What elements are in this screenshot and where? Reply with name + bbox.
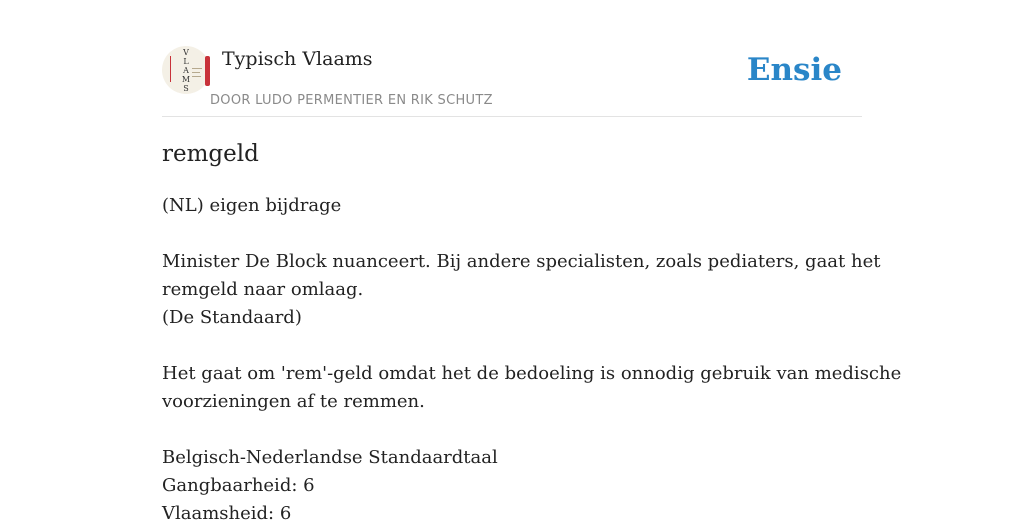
site-header (162, 46, 862, 117)
entry-definition: (NL) eigen bijdrage (162, 195, 342, 216)
entry-vlaamsheid: Vlaamsheid: 6 (162, 503, 292, 524)
avatar-decoration (192, 76, 201, 77)
avatar-decoration (192, 68, 202, 69)
ensie-logo-link[interactable]: Ensie (746, 52, 842, 88)
avatar-logo-letters: V L A M S (181, 48, 191, 93)
paragraph-spacer (162, 416, 862, 444)
entry-explanation-line: voorzieningen af te remmen. (162, 391, 425, 412)
author-avatar[interactable] (162, 46, 210, 94)
paragraph-spacer (162, 332, 862, 360)
author-byline: DOOR LUDO PERMENTIER EN RIK SCHUTZ (210, 93, 493, 108)
entry-content (162, 192, 902, 528)
avatar-decoration (170, 56, 171, 82)
entry-gangbaarheid: Gangbaarheid: 6 (162, 475, 315, 496)
entry-example-line: Minister De Block nuanceert. Bij andere specialisten, zoals pediaters, gaat het (162, 251, 881, 272)
entry-word: remgeld (162, 141, 259, 167)
entry-explanation-line: Het gaat om 'rem'-geld omdat het de bedoeling is onnodig gebruik van medische (162, 363, 902, 384)
paragraph-spacer (162, 220, 862, 248)
site-title[interactable]: Typisch Vlaams (222, 48, 373, 70)
entry-example-source: (De Standaard) (162, 307, 302, 328)
avatar-decoration (192, 72, 200, 73)
avatar-decoration (205, 56, 210, 86)
entry-example-line: remgeld naar omlaag. (162, 279, 364, 300)
entry-category: Belgisch-Nederlandse Standaardtaal (162, 447, 498, 468)
